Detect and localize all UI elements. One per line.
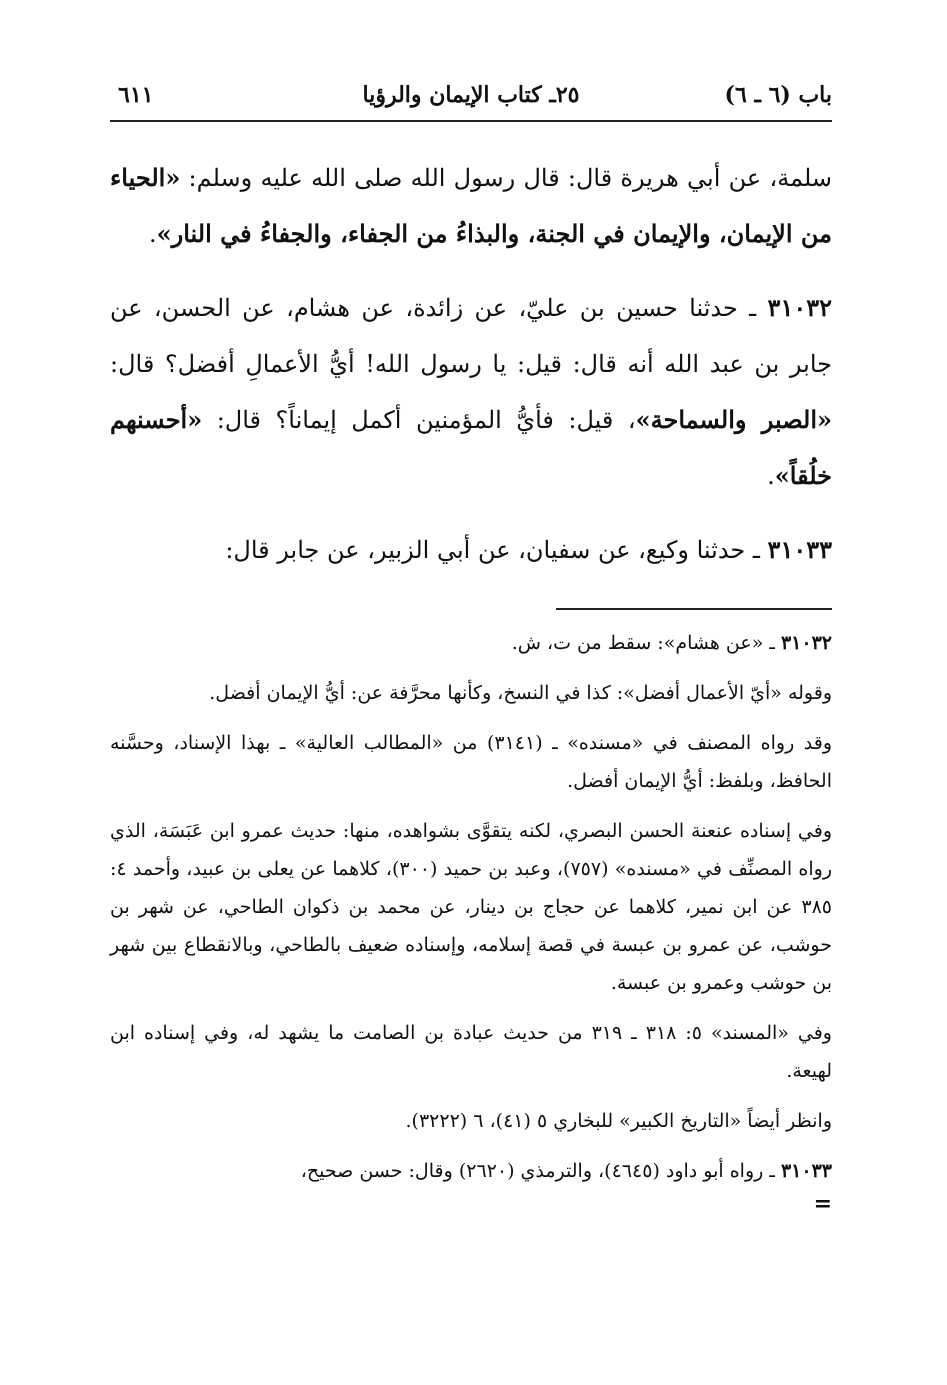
footnote-number: ٣١٠٣٣: [780, 1160, 832, 1182]
footnotes: [110, 624, 832, 1217]
running-header: [110, 78, 832, 118]
chapter-title: باب (٦ ـ ٦): [724, 82, 832, 108]
footnote-text: ـ رواه أبو داود (٤٦٤٥)، والترمذي (٢٦٢٠) وقال: حسن صحيح،: [300, 1160, 781, 1182]
footnote: وفي «المسند» ٥: ٣١٨ ـ ٣١٩ من حديث عبادة بن الصامت ما يشهد له، وفي إسناده ابن لهيعة.: [110, 1022, 832, 1082]
hadith-quote: «الصبر والسماحة»: [635, 405, 832, 434]
punctuation: .: [148, 220, 157, 248]
hadith-31033: [110, 522, 832, 578]
paragraph-text: ـ حدثنا وكيع، عن سفيان، عن أبي الزبير، عن جابر قال:: [225, 536, 768, 564]
paragraph-text: ، قيل: فأيُّ المؤمنين أكمل إيماناً؟ قال:: [202, 406, 636, 434]
hadith-number: ٣١٠٣٢: [767, 293, 832, 322]
footnote-divider: [556, 608, 832, 610]
footnote: [110, 1152, 832, 1190]
footnote-text: ـ «عن هشام»: سقط من ت، ش.: [511, 632, 781, 654]
paragraph-text: سلمة، عن أبي هريرة قال: قال رسول الله صلى الله عليه وسلم:: [180, 164, 832, 192]
footnote: وفي إسناده عنعنة الحسن البصري، لكنه يتقوَّى بشواهده، منها: حديث عمرو ابن عَبَسَة، الذي رواه المصنِّف في «مسنده» (٧٥٧)، وعبد بن حميد (٣٠٠)، كلاهما عن يعلى بن عبيد، وأحمد ٤: ٣٨٥ عن ابن نمير، كلاهما عن حجاج بن دينار، عن محمد بن ذكوان الطاحي، عن شهر بن حوشب، عن عمرو بن عبسة في قصة إسلامه، وإسناده ضعيف بالطاحي، وبالانقطاع بين شهر بن حوشب وعمرو بن عبسة.: [110, 820, 832, 994]
hadith-31032: [110, 280, 832, 504]
hadith-quote: «أحسنهم خلُقاً»: [110, 405, 832, 490]
footnote: وقد رواه المصنف في «مسنده» ـ (٣١٤١) من «المطالب العالية» ـ بهذا الإسناد، وحسَّنه الحافظ، وبلفظ: أيُّ الإيمان أفضل.: [110, 732, 832, 792]
header-divider: [110, 120, 832, 122]
footnote: وقوله «أيّ الأعمال أفضل»: كذا في النسخ، وكأنها محرَّفة عن: أيُّ الإيمان أفضل.: [209, 682, 832, 704]
paragraph-text: ـ حدثنا حسين بن عليّ، عن زائدة، عن هشام، عن الحسن، عن جابر بن عبد الله أنه قال: قيل: يا رسول الله! أيُّ الأعمالِ أفضل؟ قال:: [110, 294, 832, 378]
hadith-number: ٣١٠٣٣: [767, 535, 832, 564]
page-number: ٦١١: [118, 82, 154, 108]
footnote-number: ٣١٠٣٢: [780, 632, 832, 654]
paragraph-continuation: [110, 150, 832, 262]
book-title: ٢٥ـ كتاب الإيمان والرؤيا: [362, 82, 580, 108]
main-text: [110, 150, 832, 578]
hadith-quote: «الحياء من الإيمان، والإيمان في الجنة، والبذاءُ من الجفاء، والجفاءُ في النار»: [110, 163, 832, 248]
continuation-mark: =: [813, 1191, 832, 1217]
book-page: [110, 78, 832, 1217]
footnote: وانظر أيضاً «التاريخ الكبير» للبخاري ٥ (٤١)، ٦ (٣٢٢٢).: [405, 1110, 832, 1132]
footnote: [110, 624, 832, 662]
punctuation: .: [767, 462, 775, 490]
